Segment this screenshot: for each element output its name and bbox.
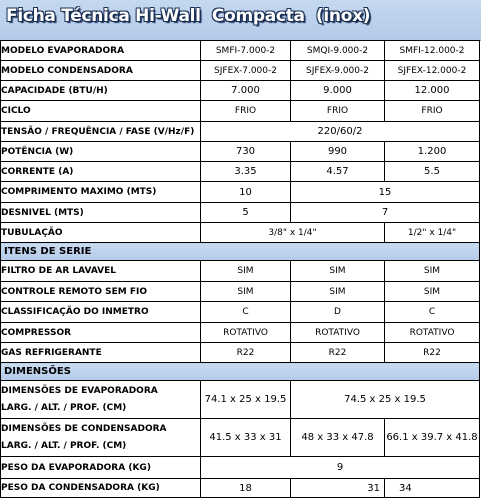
- row-label: PESO DA CONDENSADORA (KG): [1, 479, 201, 498]
- cell-value: FRIO: [201, 101, 291, 122]
- cell-value: 48 x 33 x 47.8: [291, 419, 385, 457]
- row-label: FILTRO DE AR LAVAVEL: [1, 261, 201, 282]
- row-label: CLASSIFICAÇÃO DO INMETRO: [1, 302, 201, 323]
- row-label-line: LARG. / ALT. / PROF. (CM): [1, 402, 127, 413]
- row-label: PESO DA EVAPORADORA (KG): [1, 457, 201, 479]
- row-label: CORRENTE (A): [1, 162, 201, 182]
- table-row: [1, 381, 480, 419]
- cell-value: C: [385, 302, 480, 323]
- cell-value: FRIO: [385, 101, 480, 122]
- row-label: MODELO CONDENSADORA: [1, 61, 201, 81]
- row-label: MODELO EVAPORADORA: [1, 41, 201, 61]
- table-row: [1, 203, 480, 223]
- cell-value: SIM: [291, 282, 385, 302]
- table-row: [1, 182, 480, 203]
- cell-value: 5.5: [385, 162, 480, 182]
- table-row: [1, 343, 480, 363]
- row-label: [1, 381, 201, 419]
- row-label-line: LARG. / ALT. / PROF. (CM): [1, 440, 127, 451]
- row-label: CONTROLE REMOTO SEM FIO: [1, 282, 201, 302]
- cell-value: 5: [201, 203, 291, 223]
- row-label: COMPRIMENTO MAXIMO (MTS): [1, 182, 201, 203]
- table-row: [1, 61, 480, 81]
- cell-value: 34: [385, 479, 480, 498]
- table-row: [1, 282, 480, 302]
- table-row: [1, 419, 480, 457]
- cell-value: 7.000: [201, 81, 291, 101]
- cell-value: 9: [201, 457, 480, 479]
- row-label: [1, 419, 201, 457]
- cell-value: FRIO: [291, 101, 385, 122]
- cell-value: 3/8" x 1/4": [201, 223, 385, 243]
- cell-value: 3.35: [201, 162, 291, 182]
- cell-value: SMFI-7.000-2: [201, 41, 291, 61]
- row-label: POTÊNCIA (W): [1, 142, 201, 162]
- cell-value: R22: [385, 343, 480, 363]
- cell-value: SJFEX-9.000-2: [291, 61, 385, 81]
- table-row: [1, 479, 480, 498]
- cell-value: 730: [201, 142, 291, 162]
- cell-value: ROTATIVO: [201, 323, 291, 343]
- cell-value: 74.1 x 25 x 19.5: [201, 381, 291, 419]
- table-row: [1, 142, 480, 162]
- table-row: [1, 323, 480, 343]
- table-row: [1, 302, 480, 323]
- cell-value: R22: [201, 343, 291, 363]
- cell-value: 1/2" x 1/4": [385, 223, 480, 243]
- cell-value: SMQI-9.000-2: [291, 41, 385, 61]
- table-row: [1, 457, 480, 479]
- cell-value: D: [291, 302, 385, 323]
- cell-value: 7: [291, 203, 480, 223]
- row-label: CAPACIDADE (BTU/H): [1, 81, 201, 101]
- table-row: [1, 101, 480, 122]
- cell-value: 66.1 x 39.7 x 41.8: [385, 419, 480, 457]
- cell-value: 18: [201, 479, 291, 498]
- cell-value: 220/60/2: [201, 122, 480, 142]
- cell-value: R22: [291, 343, 385, 363]
- cell-value: SIM: [291, 261, 385, 282]
- spec-table: [0, 40, 480, 498]
- table-row: [1, 41, 480, 61]
- cell-value: 31: [291, 479, 385, 498]
- section-header: [1, 243, 480, 261]
- header-band: [0, 0, 481, 41]
- cell-value: SJFEX-12.000-2: [385, 61, 480, 81]
- table-row: [1, 162, 480, 182]
- cell-value: SMFI-12.000-2: [385, 41, 480, 61]
- cell-value: SIM: [201, 261, 291, 282]
- cell-value: ROTATIVO: [291, 323, 385, 343]
- table-row: [1, 81, 480, 101]
- cell-value: 10: [201, 182, 291, 203]
- section-title-itens: ITENS DE SERIE: [1, 243, 480, 261]
- cell-value: 74.5 x 25 x 19.5: [291, 381, 480, 419]
- cell-value: 15: [291, 182, 480, 203]
- cell-value: SIM: [385, 261, 480, 282]
- cell-value: SJFEX-7.000-2: [201, 61, 291, 81]
- row-label: TUBULAÇÃO: [1, 223, 201, 243]
- row-label: CICLO: [1, 101, 201, 122]
- row-label: TENSÃO / FREQUÊNCIA / FASE (V/Hz/F): [1, 122, 201, 142]
- row-label: GAS REFRIGERANTE: [1, 343, 201, 363]
- cell-value: ROTATIVO: [385, 323, 480, 343]
- table-row: [1, 122, 480, 142]
- row-label-line: DIMENSÕES DE CONDENSADORA: [1, 423, 167, 434]
- table-row: [1, 223, 480, 243]
- row-label-line: DIMENSÕES DE EVAPORADORA: [1, 385, 158, 396]
- cell-value: 41.5 x 33 x 31: [201, 419, 291, 457]
- cell-value: 990: [291, 142, 385, 162]
- cell-value: C: [201, 302, 291, 323]
- section-header: [1, 363, 480, 381]
- cell-value: 12.000: [385, 81, 480, 101]
- row-label: COMPRESSOR: [1, 323, 201, 343]
- cell-value: SIM: [385, 282, 480, 302]
- section-title-dimensoes: DIMENSÕES: [1, 363, 480, 381]
- page-title: Ficha Técnica Hi-Wall Compacta (inox): [6, 6, 371, 26]
- row-label: DESNIVEL (MTS): [1, 203, 201, 223]
- cell-value: 1.200: [385, 142, 480, 162]
- cell-value: 4.57: [291, 162, 385, 182]
- cell-value: SIM: [201, 282, 291, 302]
- table-row: [1, 261, 480, 282]
- cell-value: 9.000: [291, 81, 385, 101]
